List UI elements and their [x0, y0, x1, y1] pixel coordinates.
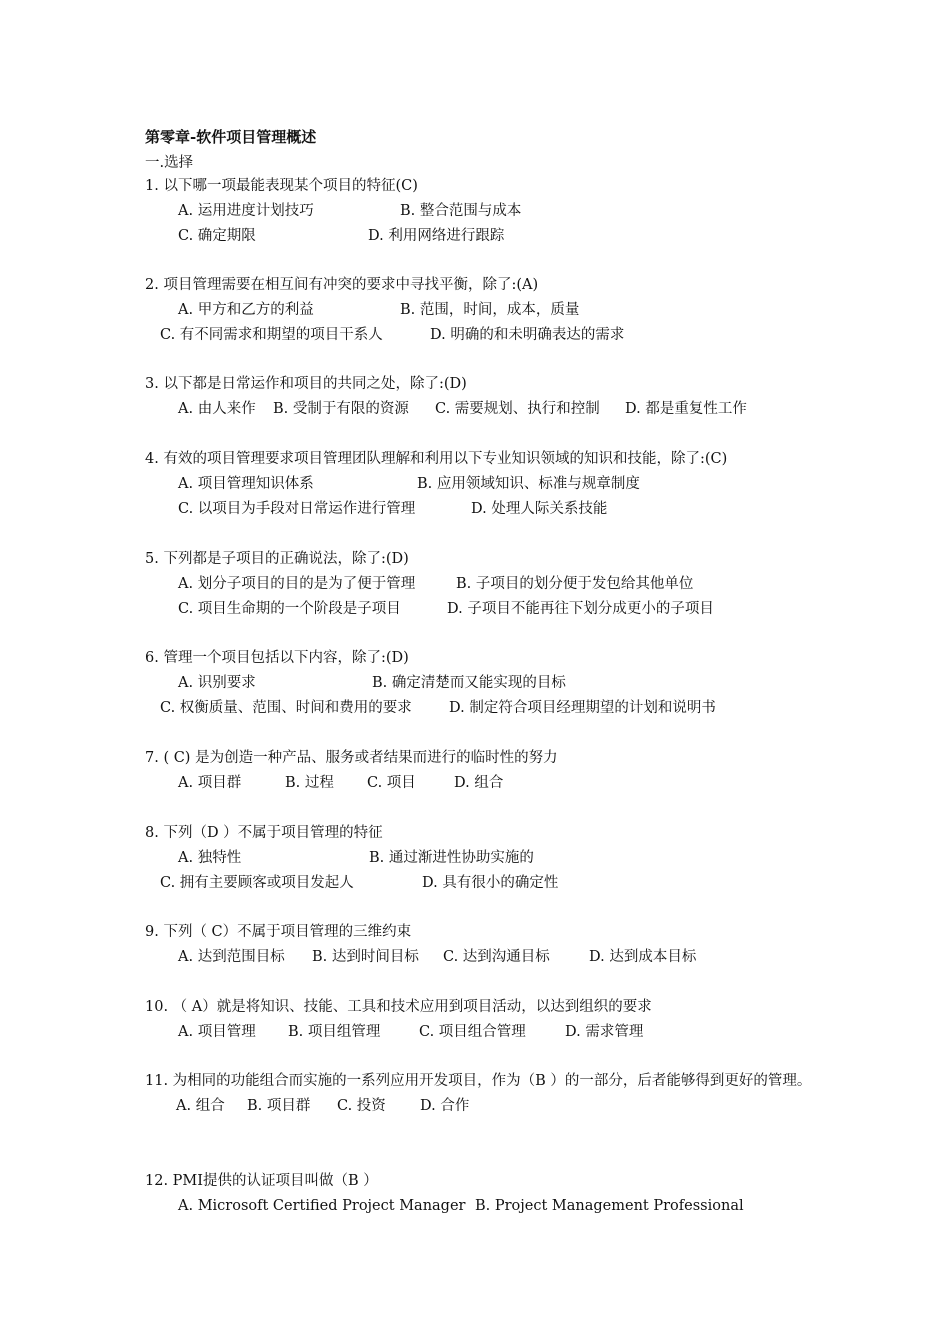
option-c: C. 投资: [337, 1098, 386, 1114]
option-c: C. 确定期限: [178, 228, 256, 244]
option-b: B. Project Management Professional: [475, 1198, 744, 1214]
chapter-title: 第零章-软件项目管理概述: [145, 128, 317, 146]
question-6: [145, 646, 815, 721]
option-b: B. 项目群: [247, 1098, 311, 1114]
option-d: D. 具有很小的确定性: [422, 875, 559, 891]
option-b: B. 子项目的划分便于发包给其他单位: [456, 576, 694, 592]
option-a: A. 甲方和乙方的利益: [178, 302, 314, 318]
question-stem: 12. PMI提供的认证项目叫做（B ）: [145, 1173, 378, 1189]
option-row: [145, 224, 815, 249]
option-b: B. 整合范围与成本: [400, 203, 522, 219]
option-c: C. 达到沟通目标: [443, 949, 550, 965]
option-row: [145, 696, 815, 721]
option-c: C. 项目组合管理: [419, 1024, 526, 1040]
option-a: A. 达到范围目标: [178, 949, 285, 965]
question-2: [145, 273, 815, 348]
question-stem: 3. 以下都是日常运作和项目的共同之处，除了:(D): [145, 376, 467, 392]
option-d: D. 制定符合项目经理期望的计划和说明书: [449, 700, 716, 716]
option-row: [145, 871, 815, 896]
option-a: A. 项目管理: [178, 1024, 256, 1040]
option-b: B. 项目组管理: [288, 1024, 381, 1040]
question-1: [145, 174, 815, 249]
option-c: C. 项目: [367, 775, 416, 791]
option-b: B. 应用领域知识、标准与规章制度: [417, 476, 640, 492]
option-row: [145, 397, 815, 422]
option-d: D. 明确的和未明确表达的需求: [430, 327, 625, 343]
option-d: D. 处理人际关系技能: [471, 501, 608, 517]
question-stem: 1. 以下哪一项最能表现某个项目的特征(C): [145, 178, 418, 194]
question-8: [145, 821, 815, 896]
option-a: A. 由人来作: [178, 401, 256, 417]
option-a: A. 运用进度计划技巧: [178, 203, 314, 219]
option-row: [145, 771, 815, 796]
option-a: A. 项目管理知识体系: [178, 476, 314, 492]
question-stem: 11. 为相同的功能组合而实施的一系列应用开发项目，作为（B ）的一部分，后者能够得到更好的管理。: [145, 1073, 812, 1089]
option-row: [145, 1094, 815, 1119]
option-b: B. 范围，时间，成本，质量: [400, 302, 580, 318]
option-row: [145, 597, 815, 622]
option-row: [145, 1194, 815, 1219]
option-a: A. 组合: [176, 1098, 225, 1114]
option-b: B. 受制于有限的资源: [273, 401, 409, 417]
option-row: [145, 472, 815, 497]
option-a: A. 识别要求: [178, 675, 256, 691]
option-a: A. Microsoft Certified Project Manager: [178, 1198, 466, 1214]
option-row: [145, 846, 815, 871]
option-d: D. 利用网络进行跟踪: [368, 228, 505, 244]
question-stem: 10. （ A）就是将知识、技能、工具和技术应用到项目活动，以达到组织的要求: [145, 999, 652, 1015]
option-row: [145, 497, 815, 522]
option-b: B. 达到时间目标: [312, 949, 419, 965]
question-4: [145, 447, 815, 522]
option-d: D. 需求管理: [565, 1024, 644, 1040]
option-c: C. 以项目为手段对日常运作进行管理: [178, 501, 416, 517]
option-row: [145, 671, 815, 696]
option-row: [145, 323, 815, 348]
question-stem: 6. 管理一个项目包括以下内容，除了:(D): [145, 650, 409, 666]
question-stem: 2. 项目管理需要在相互间有冲突的要求中寻找平衡，除了:(A): [145, 277, 539, 293]
option-c: C. 权衡质量、范围、时间和费用的要求: [160, 700, 412, 716]
question-7: [145, 746, 815, 796]
question-stem: 7. ( C) 是为创造一种产品、服务或者结果而进行的临时性的努力: [145, 750, 558, 766]
option-row: [145, 1020, 815, 1045]
question-9: [145, 920, 815, 970]
option-a: A. 项目群: [178, 775, 242, 791]
option-b: B. 确定清楚而又能实现的目标: [372, 675, 566, 691]
option-row: [145, 298, 815, 323]
option-row: [145, 199, 815, 224]
option-c: C. 项目生命期的一个阶段是子项目: [178, 601, 401, 617]
option-a: A. 独特性: [178, 850, 242, 866]
option-d: D. 子项目不能再往下划分成更小的子项目: [447, 601, 714, 617]
question-11: [145, 1069, 815, 1119]
section-heading: 一.选择: [145, 155, 194, 171]
option-d: D. 合作: [420, 1098, 470, 1114]
option-row: [145, 572, 815, 597]
question-3: [145, 372, 815, 422]
option-c: C. 需要规划、执行和控制: [435, 401, 600, 417]
option-c: C. 拥有主要顾客或项目发起人: [160, 875, 354, 891]
question-stem: 5. 下列都是子项目的正确说法，除了:(D): [145, 551, 409, 567]
question-stem: 8. 下列（D ）不属于项目管理的特征: [145, 825, 383, 841]
question-stem: 4. 有效的项目管理要求项目管理团队理解和利用以下专业知识领域的知识和技能，除了:(C): [145, 451, 728, 467]
option-d: D. 达到成本目标: [589, 949, 697, 965]
question-12: [145, 1169, 815, 1219]
option-b: B. 过程: [285, 775, 334, 791]
option-d: D. 都是重复性工作: [625, 401, 747, 417]
option-b: B. 通过渐进性协助实施的: [369, 850, 534, 866]
option-a: A. 划分子项目的目的是为了便于管理: [178, 576, 416, 592]
option-row: [145, 945, 815, 970]
question-10: [145, 995, 815, 1045]
question-5: [145, 547, 815, 622]
option-c: C. 有不同需求和期望的项目干系人: [160, 327, 383, 343]
option-d: D. 组合: [454, 775, 504, 791]
question-stem: 9. 下列（ C）不属于项目管理的三维约束: [145, 924, 412, 940]
